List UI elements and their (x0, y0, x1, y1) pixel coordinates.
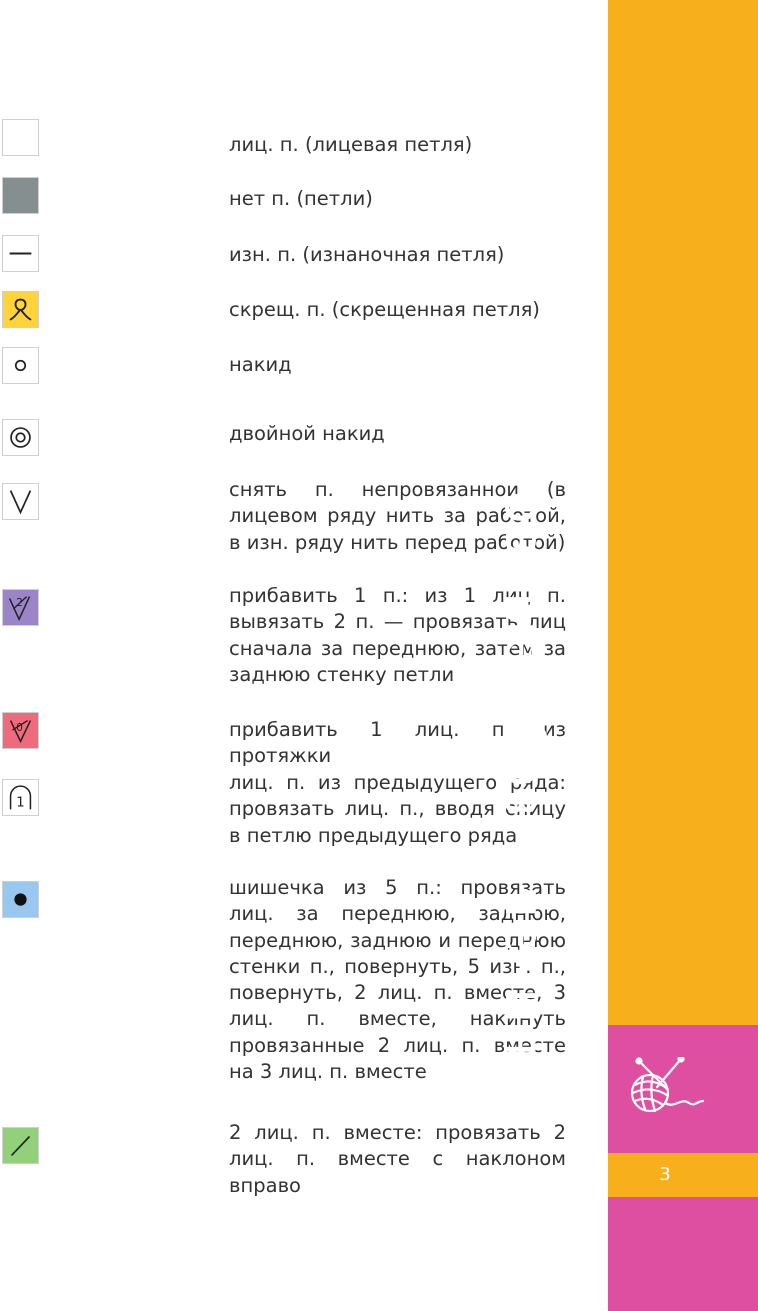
legend-text: прибавить 1 лиц. п. из протяжки (229, 718, 566, 768)
make-one-icon (2, 712, 39, 749)
no-stitch-icon (2, 177, 39, 214)
knit-stitch-icon (2, 119, 39, 156)
legend-text: лиц. п. из предыдущего ряда: провязать лиц. п., вводя спицу в петлю предыдущего ряда (229, 771, 566, 847)
legend-text: шишечка из 5 п.: провязать лиц. за переднюю, заднюю, переднюю, заднюю и переднюю стенки п., повернуть, 5 изн. п., повернуть, 2 лиц. п. вместе, 3 лиц. п. вместе, накинуть провязанные 2 лиц. п. вместе на 3 лиц. п. вместе (229, 876, 566, 1084)
purl-stitch-icon (2, 235, 39, 272)
knit-below-icon (2, 779, 39, 816)
increase-icon (2, 589, 39, 626)
increase-icon-label: 2 (16, 597, 23, 610)
twisted-stitch-icon (2, 291, 39, 328)
bobble-icon (2, 881, 39, 918)
double-yarn-over-icon (2, 419, 39, 456)
legend-text: изн. п. (изнаночная петля) (229, 243, 505, 266)
page-title: Условные обозначения (493, 392, 556, 1057)
legend-text: нет п. (петли) (229, 187, 373, 210)
legend-text: лиц. п. (лицевая петля) (229, 133, 473, 156)
yarn-over-icon (2, 347, 39, 384)
k2tog-icon (2, 1127, 39, 1164)
sidebar-orange (608, 0, 758, 1025)
legend-text: 2 лиц. п. вместе: провязать 2 лиц. п. вместе с наклоном вправо (229, 1121, 566, 1197)
slip-stitch-icon (2, 483, 39, 520)
legend-text: двойной накид (229, 422, 385, 445)
legend-text: прибавить 1 п.: из 1 лиц п. вывязать 2 п. — провязать лиц сначала за переднюю, затем за заднюю стенку петли (229, 584, 566, 686)
legend-text: снять п. непровязанной (в лицевом ряду нить за работой, в изн. ряду нить перед работой) (229, 478, 566, 554)
legend-text: скрещ. п. (скрещенная петля) (229, 298, 540, 321)
knit-below-icon-label: 1 (16, 795, 25, 811)
legend-text: накид (229, 353, 292, 376)
yarn-ball-icon (623, 1057, 705, 1129)
make-one-icon-label: 0 (16, 721, 23, 734)
page-number: 3 (659, 1164, 671, 1185)
